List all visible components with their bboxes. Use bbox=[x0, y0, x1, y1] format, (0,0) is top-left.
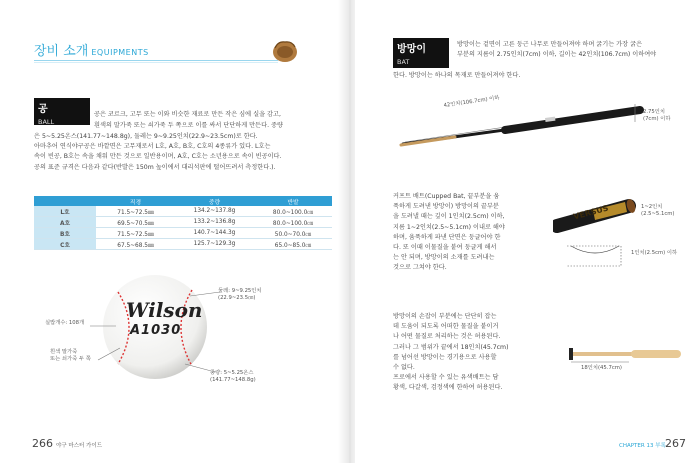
ball-model: A1030 bbox=[130, 323, 182, 338]
callout-circumference: 둘레: 9~9.25인치 (22.9~23.5㎝) bbox=[218, 288, 262, 301]
section-title: 장비 소개 EQUIPMENTS bbox=[34, 44, 149, 59]
bat-label-box bbox=[393, 38, 449, 68]
ball-label-en: BALL bbox=[38, 118, 55, 126]
ball-label: 공 bbox=[38, 104, 48, 115]
ball-spec-table bbox=[34, 196, 332, 250]
table-header: 중량 bbox=[175, 196, 254, 206]
cupped-bat-paragraph: 커프트 배트(Cupped Bat, 끝부분을 움 푹하게 도려낸 방망이) 방망이의 끝부분 을 도려낼 때는 깊이 1인치(2.5cm) 이하, 지름 1~2인치(2.5~5.1cm) 이내로 해야 하며, 움푹하게 파낸 단면은 둥글어야 한 다. 또 이때 이물질을 붙여 둥글게 해서 는 안 되며, 방망이의 소재를 도려내는 것으로 그쳐야 한다. bbox=[393, 193, 505, 272]
section-rule-light bbox=[34, 62, 278, 63]
bat-intro-first: 방망이는 겉면이 고른 둥근 나무로 만들어져야 하며 굵기는 가장 굵은 부분의 지름이 2.75인치(7cm) 이하, 길이는 42인치(106.7cm) 이하여야 bbox=[457, 41, 657, 59]
table-row: A호 69.5~70.5㎜ 133.2~136.8g 80.0~100.0㎝ bbox=[34, 217, 332, 228]
table-header: 반발 bbox=[254, 196, 332, 206]
bat-intro-rest: 한다. 방망이는 하나의 목재로 만들어져야 한다. bbox=[393, 72, 521, 79]
table-row: L호 71.5~72.5㎜ 134.2~137.8g 80.0~100.0㎝ bbox=[34, 206, 332, 217]
table-row: B호 71.5~72.5㎜ 140.7~144.3g 50.0~70.0㎝ bbox=[34, 228, 332, 239]
ball-label-box bbox=[34, 98, 90, 125]
running-footer: 야구 마스터 가이드 bbox=[56, 443, 103, 449]
table-row: C호 67.5~68.5㎜ 125.7~129.3g 65.0~85.0㎝ bbox=[34, 239, 332, 250]
cup-diameter-dim: 1~2인치 (2.5~5.1cm) bbox=[641, 204, 675, 217]
bat-image bbox=[395, 92, 680, 154]
cupped-bat-image bbox=[553, 196, 643, 236]
callout-stitches: 실밥개수: 108개 bbox=[45, 320, 85, 326]
table-header bbox=[34, 196, 96, 206]
ball-para-first: 공은 코르크, 고무 또는 이와 비슷한 재료로 만든 작은 심에 실을 감고, bbox=[94, 111, 281, 118]
section-rule bbox=[34, 60, 278, 61]
ball-paragraph: 은 5~5.25온스(141.77~148.8g), 둘레는 9~9.25인치(22.9~23.5cm)로 한다. 아마추어 연식야구공은 바깥면은 고무재로서 L호, A호, B호, C호의 4종류가 있다. L호는 속이 빈공, B호는 속을 채워 만든 것으로 일반용이며, A호, C호는 소년용으로 속이 빈공이다. 공의 표준 규격은 다음과 같다(반발은 150m 높이에서 대리석판에 떨어뜨려서 측정한다.). bbox=[34, 133, 282, 171]
bat-length-dim: 42인치(106.7cm) 이하 bbox=[443, 95, 500, 109]
cup-bat-brand: VERSUS bbox=[572, 203, 610, 222]
table-header: 직경 bbox=[96, 196, 175, 206]
bat-label: 방망이 bbox=[397, 44, 426, 55]
right-page bbox=[355, 0, 700, 463]
cup-cross-section bbox=[565, 242, 625, 268]
bat-label-en: BAT bbox=[397, 58, 410, 66]
ball-para-second: 흰색의 말가죽 또는 쇠가죽 두 쪽으로 이를 싸서 단단하게 만든다. 중량 bbox=[94, 122, 283, 129]
ball-brand: Wilson bbox=[126, 298, 203, 322]
callout-cover: 흰색 말가죽 또는 쇠가죽 두 쪽 bbox=[50, 349, 91, 362]
chapter-footer: CHAPTER 13 부록 bbox=[619, 443, 666, 449]
bat-diameter-dim: 2.75인치 (7cm) 이하 bbox=[643, 109, 671, 122]
handle-paragraph: 방망이의 손잡이 부분에는 단단히 잡는 데 도움이 되도록 어떠한 물질을 붙이거 나 어떤 물질로 처리하는 것은 허용된다. 그러나 그 범위가 끝에서 18인치(45.7cm) 를 넘어선 방망이는 경기용으로 사용할 수 없다. 프로에서 사용할 수 있는 유색배트는 담 황색, 다갈색, 검정색에 한하여 허용된다. bbox=[393, 313, 509, 392]
page-number: 266 bbox=[32, 437, 53, 450]
glove-image bbox=[270, 38, 300, 64]
page-number: 267 bbox=[665, 437, 686, 450]
cup-depth-dim: 1인치(2.5cm) 이하 bbox=[631, 250, 678, 256]
callout-weight: 중량: 5~5.25온스 (141.77~148.8g) bbox=[210, 370, 256, 383]
table-header-row bbox=[34, 196, 332, 206]
left-page bbox=[0, 0, 345, 463]
handle-length-dim: 18인치(45.7cm) bbox=[581, 365, 622, 371]
